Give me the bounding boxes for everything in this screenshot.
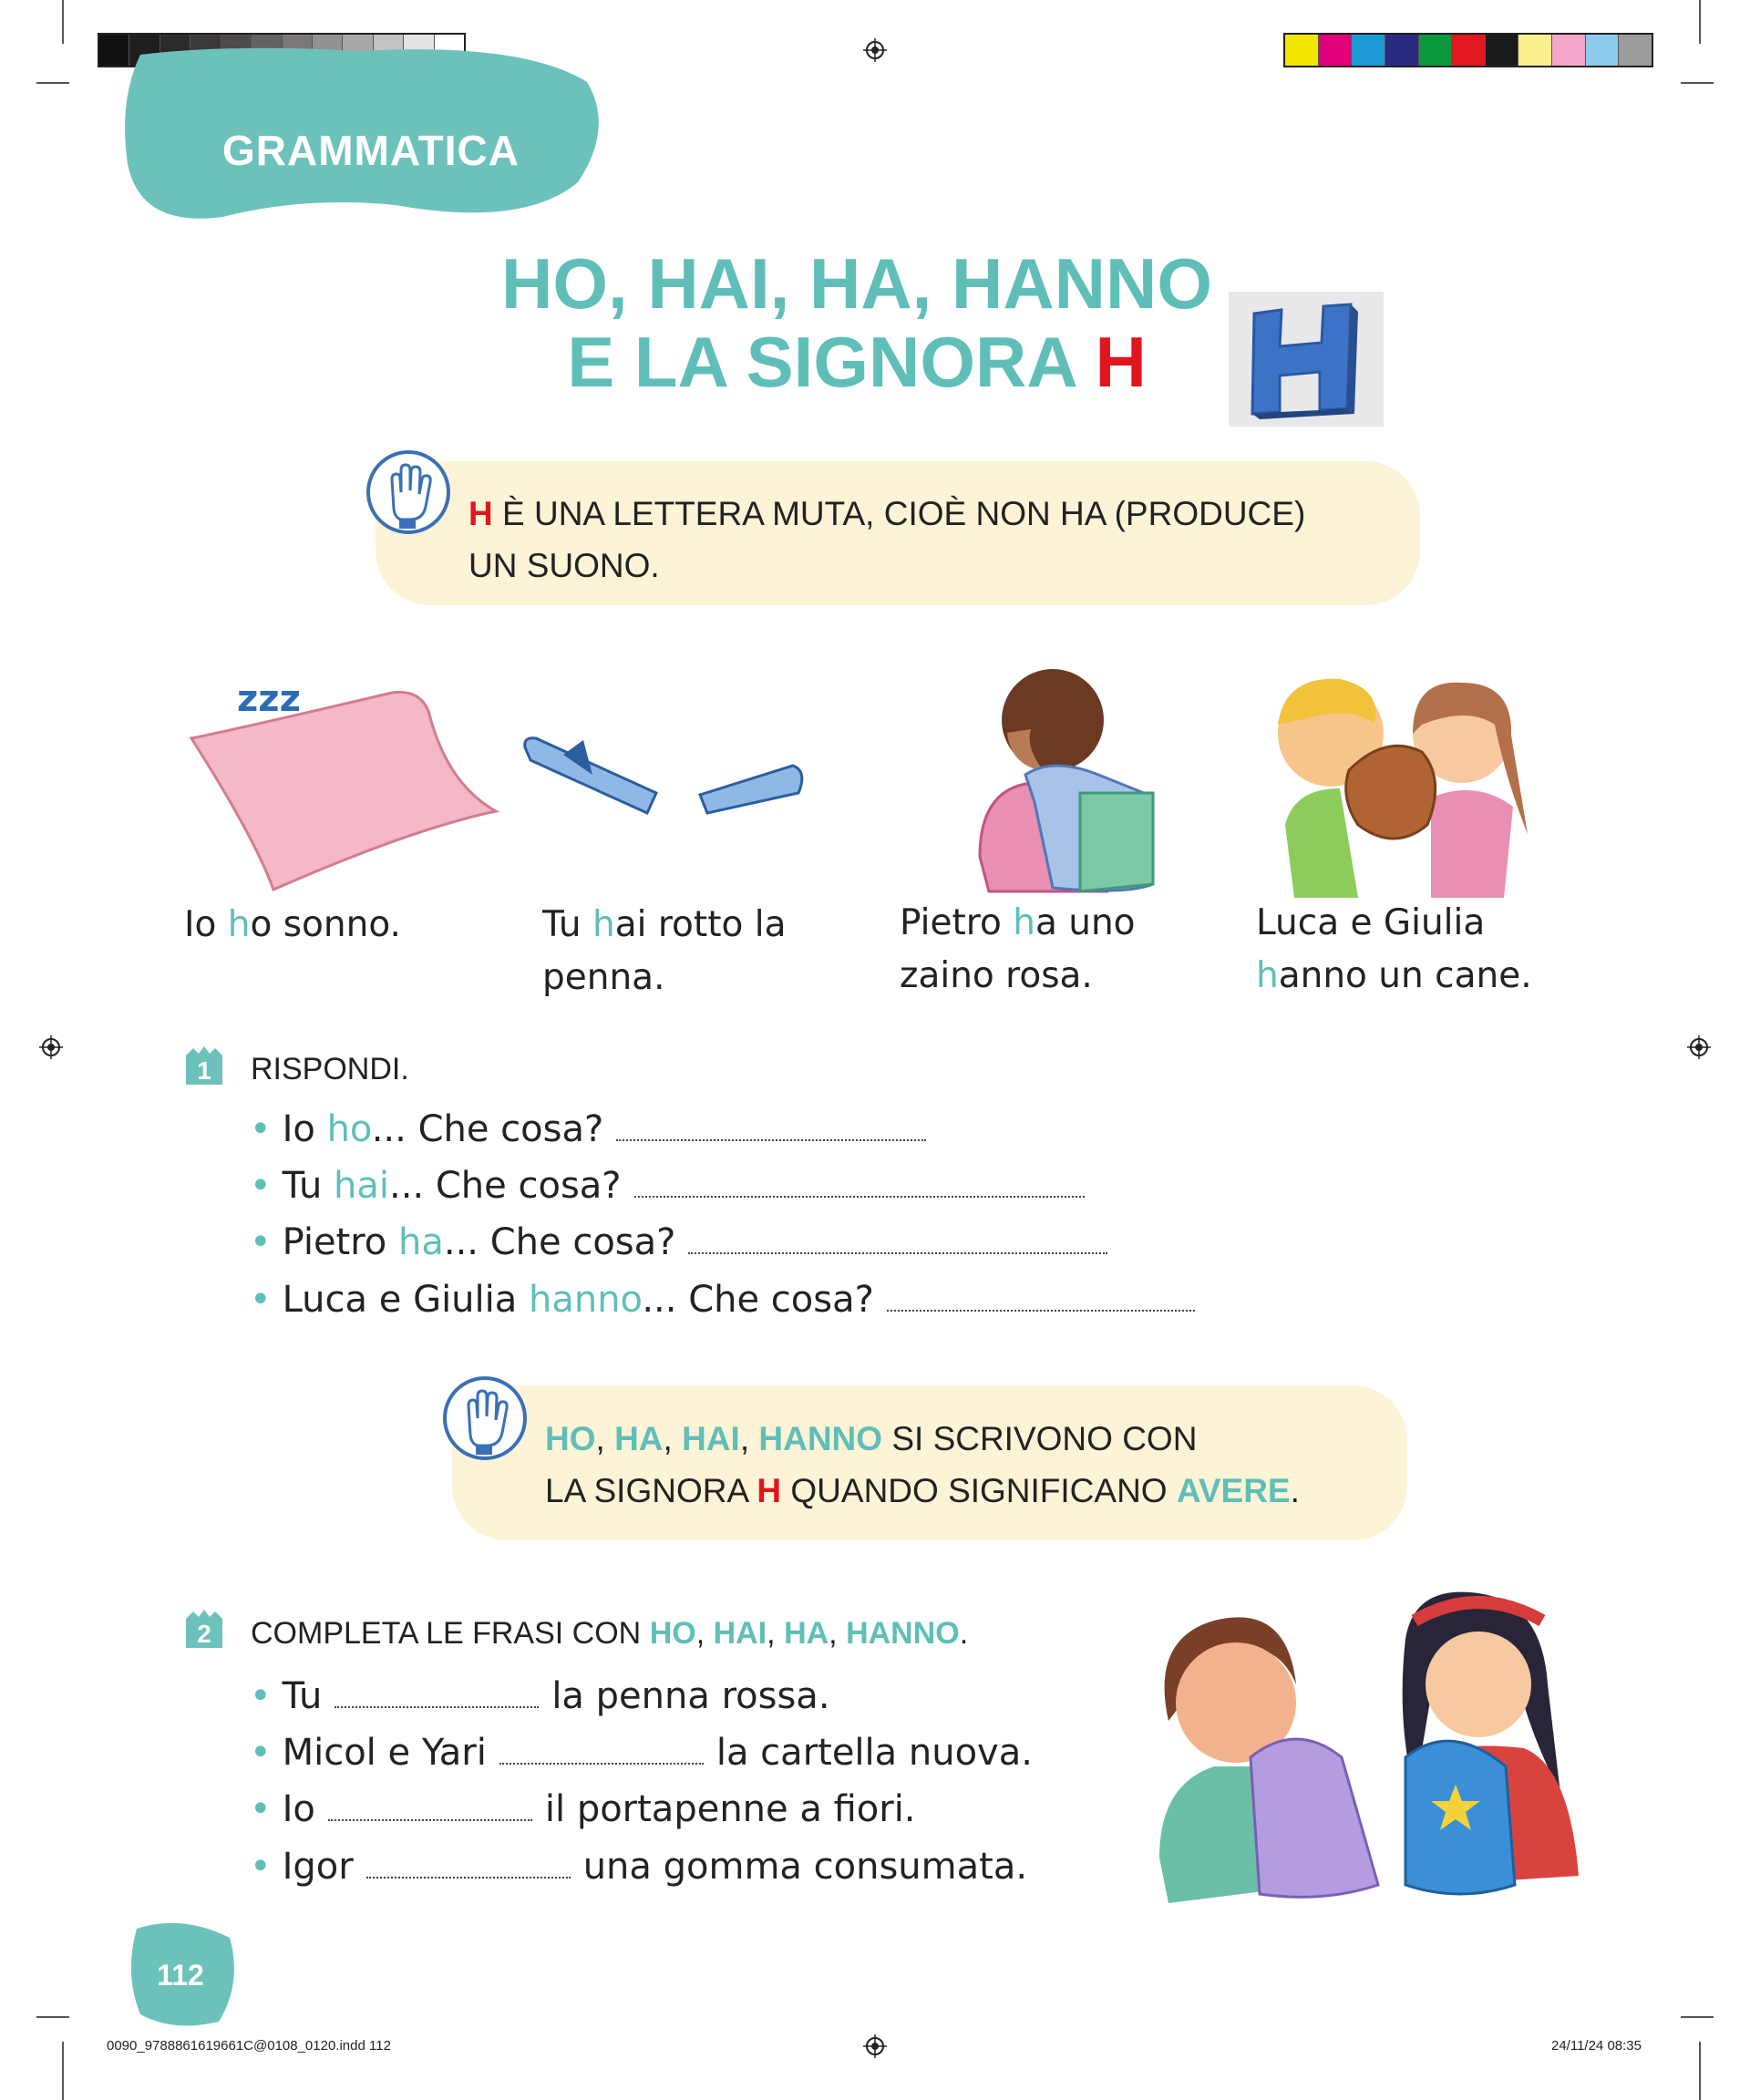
title-line-2: E LA SIGNORA H xyxy=(567,322,1147,402)
svg-text:1: 1 xyxy=(197,1056,211,1085)
registration-mark-icon xyxy=(39,1035,63,1059)
answer-field[interactable] xyxy=(499,1762,704,1765)
example-caption: Tu hai rotto la penna. xyxy=(542,904,787,998)
exercise-number-badge xyxy=(184,1046,224,1086)
exercise-2-item: • Igor una gomma consumata. xyxy=(250,1846,1028,1888)
answer-field[interactable] xyxy=(887,1309,1195,1312)
boy-with-backpack-illustration xyxy=(971,656,1162,895)
crop-mark xyxy=(62,0,64,44)
registration-mark-icon xyxy=(1687,1035,1711,1059)
crop-mark xyxy=(1681,82,1714,84)
footer-timestamp: 24/11/24 08:35 xyxy=(1551,2038,1642,2054)
letter-h-icon xyxy=(1229,292,1384,427)
color-calibration-bar xyxy=(1283,33,1653,67)
page-number-badge xyxy=(128,1920,239,2029)
answer-field[interactable] xyxy=(616,1138,926,1141)
title-h-letter: H xyxy=(1095,322,1147,402)
page-number: 112 xyxy=(157,1959,204,1992)
page-title xyxy=(492,244,1221,401)
pillow-illustration xyxy=(182,674,501,893)
exercise-1-item: • Pietro ha... Che cosa? xyxy=(250,1221,1120,1263)
example-caption: Luca e Giulia hanno un cane. xyxy=(1256,902,1532,996)
answer-field[interactable] xyxy=(335,1705,539,1708)
crop-mark xyxy=(36,82,69,84)
crop-mark xyxy=(1699,2042,1701,2100)
example-caption: Io ho sonno. xyxy=(184,904,401,945)
rule-2-text: HO, HA, HAI, HANNO SI SCRIVONO CON LA SIGNORA H QUANDO SIGNIFICANO AVERE. xyxy=(545,1420,1300,1509)
exercise-1-item: • Io ho... Che cosa? xyxy=(250,1108,939,1150)
kids-with-dog-illustration xyxy=(1267,670,1545,898)
exercise-2-title: COMPLETA LE FRASI CON HO, HAI, HA, HANNO. xyxy=(251,1616,969,1651)
raised-hand-icon xyxy=(441,1374,529,1462)
crop-mark xyxy=(36,2016,69,2018)
footer-file-info: 0090_9788861619661C@0108_0120.indd 112 xyxy=(107,2038,391,2054)
rule-1-text: H È UNA LETTERA MUTA, CIOÈ NON HA (PRODUCE) UN SUONO. xyxy=(468,495,1306,584)
answer-field[interactable] xyxy=(688,1251,1107,1254)
broken-pen-illustration xyxy=(520,729,811,829)
answer-field[interactable] xyxy=(328,1818,532,1821)
exercise-2-item: • Tu la penna rossa. xyxy=(250,1675,830,1717)
crop-mark xyxy=(1699,0,1701,44)
exercise-2-item: • Io il portapenne a fiori. xyxy=(250,1788,916,1830)
crop-mark xyxy=(1681,2016,1714,2018)
section-label: GRAMMATICA xyxy=(222,127,520,174)
zzz-icon: zzz xyxy=(237,678,301,720)
raised-hand-icon xyxy=(365,448,452,536)
answer-field[interactable] xyxy=(634,1195,1085,1198)
rule-h-letter: H xyxy=(468,495,493,532)
registration-mark-icon xyxy=(863,2034,887,2058)
letter-h-illustration xyxy=(1229,292,1384,427)
answer-field[interactable] xyxy=(366,1876,571,1879)
svg-text:2: 2 xyxy=(197,1620,211,1648)
example-caption: Pietro ha uno zaino rosa. xyxy=(900,902,1136,996)
exercise-number-badge xyxy=(184,1610,224,1650)
title-line-1: HO, HAI, HA, HANNO xyxy=(501,243,1212,324)
kids-with-backpacks-illustration xyxy=(1141,1584,1588,1912)
exercise-2-item: • Micol e Yari la cartella nuova. xyxy=(250,1732,1033,1774)
exercise-1-title: RISPONDI. xyxy=(251,1052,409,1086)
registration-mark-icon xyxy=(863,38,887,62)
exercise-1-item: • Tu hai... Che cosa? xyxy=(250,1165,1097,1207)
crop-mark xyxy=(62,2042,64,2100)
exercise-1-item: • Luca e Giulia hanno... Che cosa? xyxy=(250,1279,1208,1321)
